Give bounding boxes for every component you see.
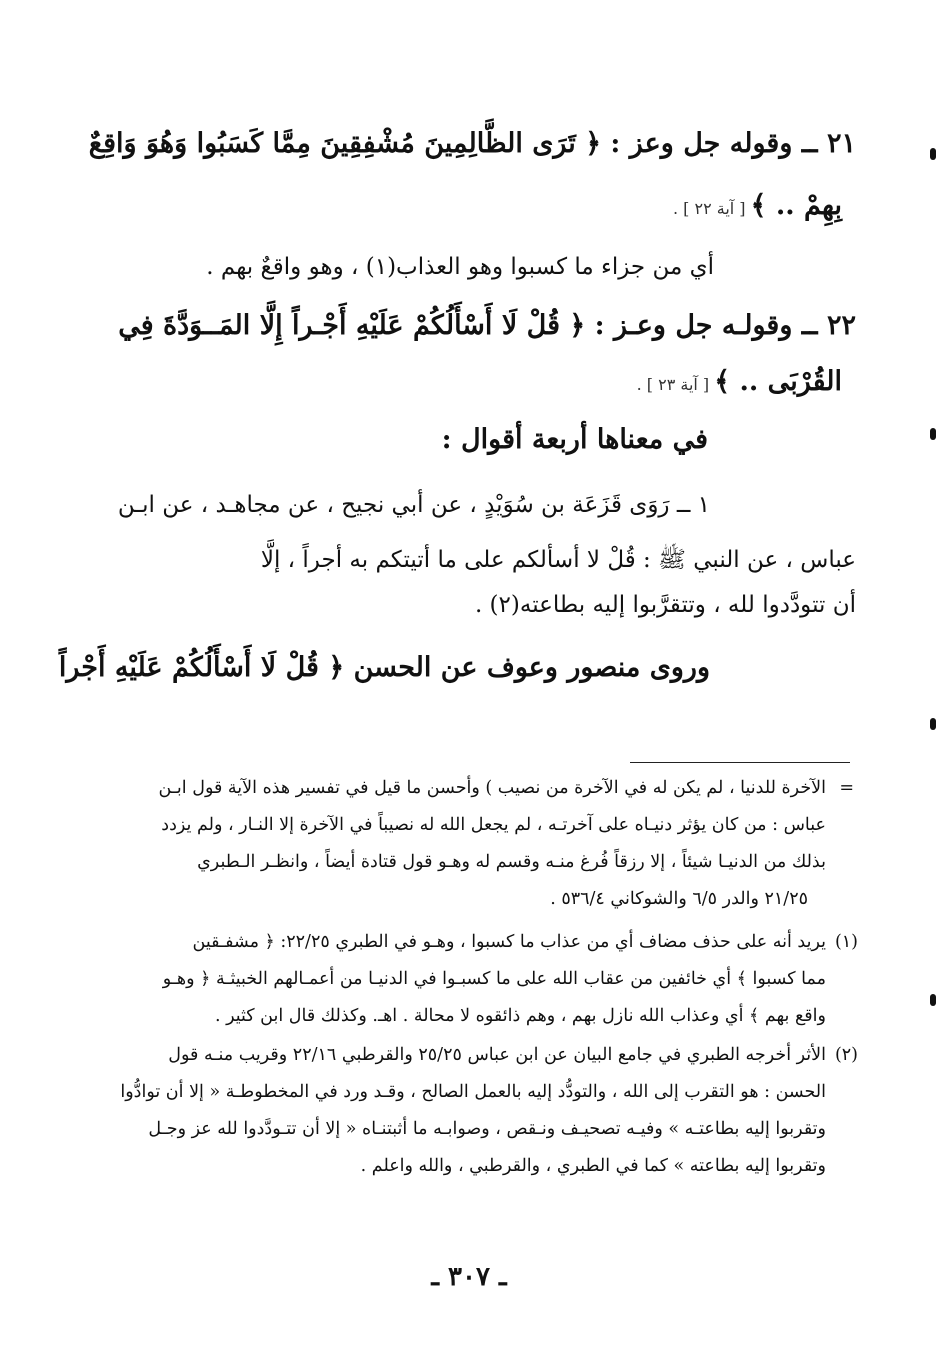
footnote-separator	[630, 762, 850, 763]
footnote-2-line: وتقربوا إليه بطاعتـه » وفيـه تصحيـف ونـقص ، وصوابـه ما أثبتنـاه « إلا أن تتـودَّدوا لله عز وجـل	[148, 1119, 826, 1139]
footnote-2-line: الحسن : هو التقرب إلى الله ، والتودُّد إليه بالعمل الصالح ، وقـد ورد في المخطوطـة « إلا أن توادُّوا	[120, 1082, 826, 1102]
footnote-cont-line: الآخرة للدنيا ، لم يكن له في الآخرة من نصيب ) وأحسن ما قيل في تفسير هذه الآية قول ابـن	[158, 778, 826, 798]
paragraph-2: وروى منصور وعوف عن الحسن ﴿ قُلْ لَا أَسْأَلُكُمْ عَلَيْهِ أَجْراً	[58, 652, 710, 683]
paragraph-1-line-2: عباس ، عن النبي ﷺ : قُلْ لا أسألكم على ما أتيتكم به أجراً ، إلَّا	[260, 547, 856, 573]
verse-22-end: القُرْبَى .. ﴾	[714, 366, 842, 397]
footnote-2-line: الأثر أخرجه الطبري في جامع البيان عن ابن عباس ٢٥/٢٥ والقرطبي ٢٢/١٦ وقريب منـه قول	[168, 1045, 826, 1065]
footnote-1-line: مما كسبوا ﴾ أي خائفين من عقاب الله على ما كسبـوا في الدنيـا من أعمـالهم الخبيثـة ﴿ وهـو	[162, 969, 826, 989]
verse-21-ref: [ آية ٢٢ ] .	[672, 199, 746, 218]
verse-21-line-1: ٢١ ــ وقوله جل وعز : ﴿ تَرَى الظَّالِمِينَ مُشْفِقِينَ مِمَّا كَسَبُوا وَهُوَ وَاقِعٌ	[88, 128, 856, 159]
verse-21-line-2	[112, 190, 842, 221]
scan-mark	[930, 718, 936, 730]
page-number: ـ ٣٠٧ ـ	[431, 1262, 507, 1292]
verse-22-line-2	[112, 366, 842, 397]
verse-22-ref: [ آية ٢٣ ] .	[636, 375, 710, 394]
footnote-1-marker: (١)	[834, 932, 858, 952]
paragraph-1-line-1: ١ ــ رَوَى قَزَعَة بن سُوَيْدٍ ، عن أبي نجيح ، عن مجاهـد ، عن ابـن	[117, 492, 710, 518]
footnote-1-line: واقع بهم ﴾ أي وعذاب الله نازل بهم ، وهم ذائقوه لا محالة . اهـ. وكذلك قال ابن كثير .	[214, 1006, 826, 1026]
scan-mark	[930, 428, 936, 440]
footnote-2-line: وتقربوا إليه بطاعته » كما في الطبري ، والقرطبي ، والله واعلم .	[360, 1156, 826, 1176]
footnote-cont-line: عباس : من كان يؤثر دنيـاه على آخرتـه ، لم يجعل الله له نصيباً في الآخرة إلا النـار ، ولم يزدد	[161, 815, 826, 835]
scan-mark	[930, 994, 936, 1006]
paragraph-1-line-3: أن تتودَّدوا لله ، وتتقرَّبوا إليه بطاعته(٢) .	[474, 592, 856, 618]
verse-21-end: بِهِمْ .. ﴾	[750, 190, 842, 221]
scan-mark	[930, 148, 936, 160]
footnote-1-line: يريد أنه على حذف مضاف أي من عذاب ما كسبوا ، وهـو في الطبري ٢٢/٢٥: ﴿ مشفـقين	[192, 932, 826, 952]
section-heading: في معناها أربعة أقوال :	[441, 424, 708, 455]
verse-22-line-1: ٢٢ ــ وقولـه جل وعـز : ﴿ قُلْ لَا أَسْأَلُكُمْ عَلَيْهِ أَجْـراً إِلَّا المَــوَدَّةَ فِي	[118, 310, 856, 341]
footnote-cont-line: بذلك من الدنيـا شيئاً ، إلا رزقاً فُرغ منـه وقسم له وهـو قول قتادة أيضاً ، وانظـر الـطبري	[197, 852, 826, 872]
footnote-2-marker: (٢)	[834, 1045, 858, 1065]
footnote-continuation-marker: =	[839, 778, 854, 798]
footnote-cont-line: ٢١/٢٥ والدر ٦/٥ والشوكاني ٥٣٦/٤ .	[550, 889, 808, 909]
comment-21: أي من جزاء ما كسبوا وهو العذاب(١) ، وهو واقعٌ بهم .	[206, 254, 714, 280]
